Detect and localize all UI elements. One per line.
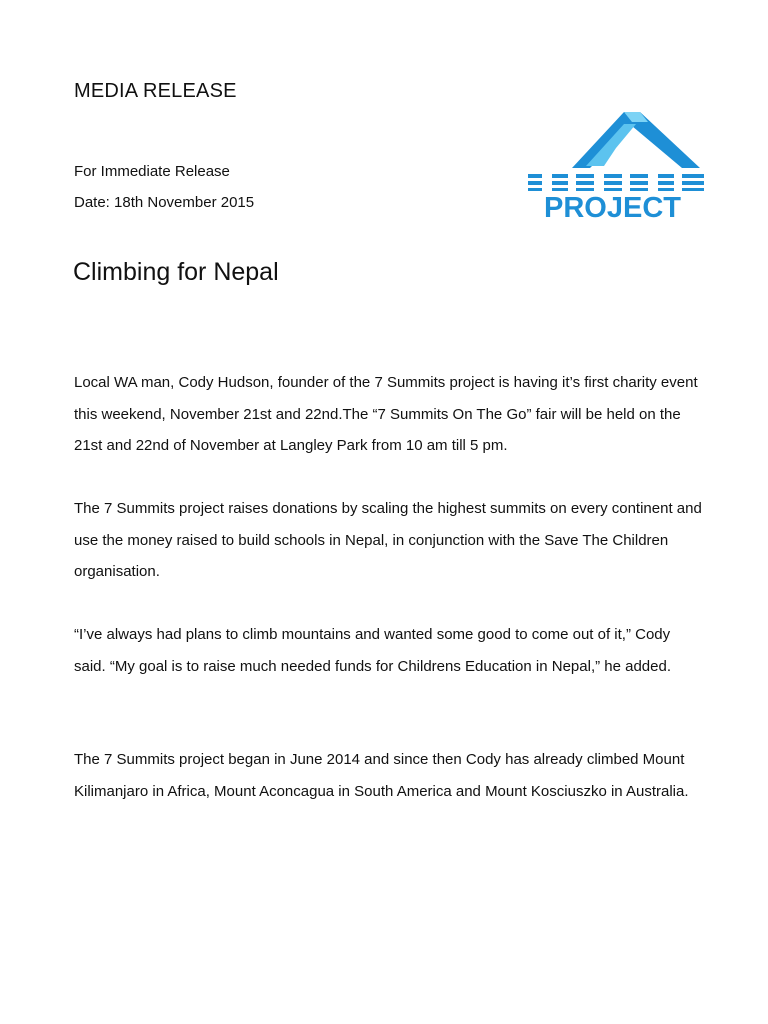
release-title: Climbing for Nepal <box>73 258 279 286</box>
paragraph-3: “I’ve always had plans to climb mountains and wanted some good to come out of it,” Cody said. “My goal is to raise much needed funds for Childrens Education in Nepal,” he added. <box>74 626 672 675</box>
paragraph-1: Local WA man, Cody Hudson, founder of the 7 Summits project is having it’s first charity event this weekend, November 21st and 22nd.The “7 Summits On The Go” fair will be held on the 21st and 22nd of November at Langley Park from 10 am till 5 pm. <box>74 374 698 454</box>
release-date: Date: 18th November 2015 <box>74 194 255 211</box>
paragraph-2: The 7 Summits project raises donations by scaling the highest summits on every continent and use the money raised to build schools in Nepal, in conjunction with the Save The Children organisation. <box>74 500 702 580</box>
summits-project-logo <box>524 108 714 220</box>
paragraph-4: The 7 Summits project began in June 2014 and since then Cody has already climbed Mount Kilimanjaro in Africa, Mount Aconcagua in South America and Mount Kosciuszko in Australia. <box>74 751 689 800</box>
document-heading: MEDIA RELEASE <box>74 80 237 102</box>
logo-wordmark: PROJECT <box>544 192 681 220</box>
release-type: For Immediate Release <box>74 163 230 180</box>
mountain-peak-logo-icon <box>524 108 714 220</box>
